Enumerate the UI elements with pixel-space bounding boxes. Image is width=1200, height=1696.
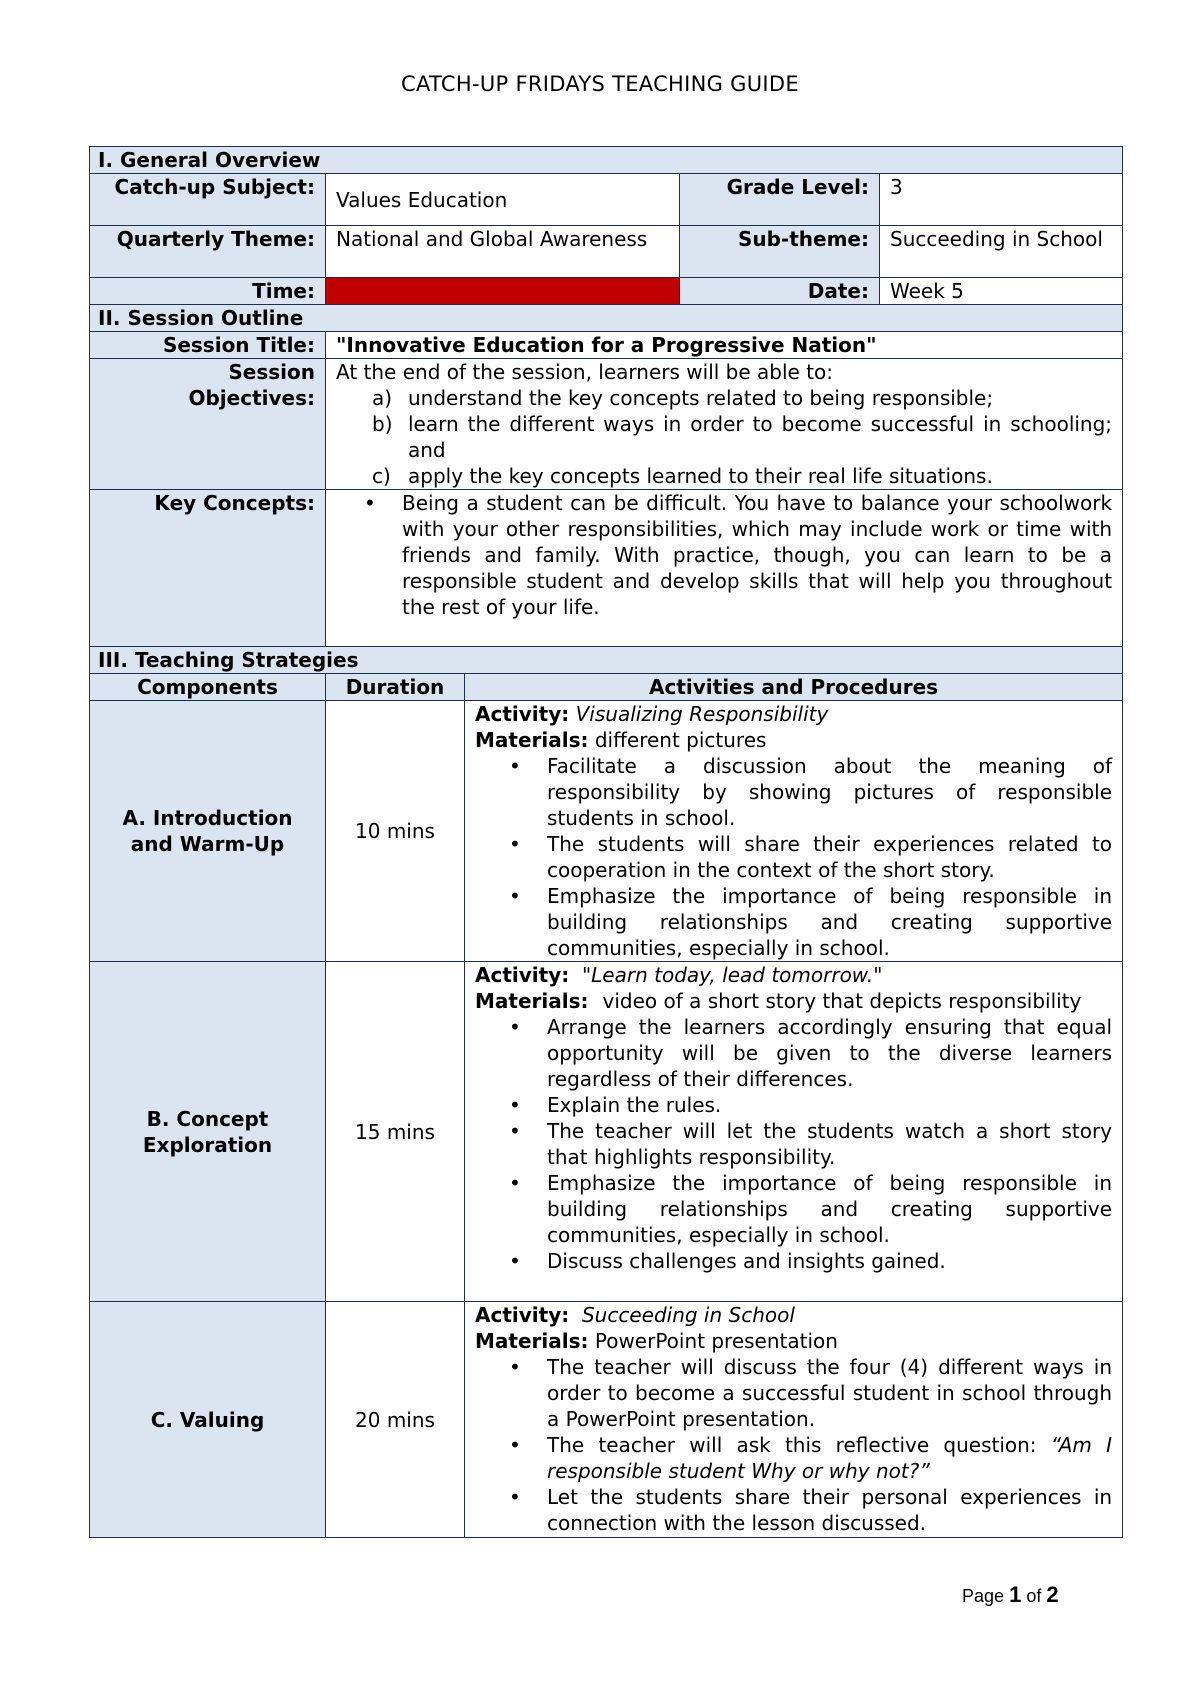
- materials-text: PowerPoint presentation: [594, 1329, 838, 1353]
- procedure-list: [475, 1354, 1112, 1536]
- bullet-icon: •: [509, 1093, 521, 1117]
- activity-name: Visualizing Responsibility: [575, 702, 829, 726]
- key-concepts-cell: [326, 490, 1123, 647]
- component-b: B. Concept Exploration: [90, 962, 326, 1302]
- list-item: • Discuss challenges and insights gained.: [475, 1248, 1112, 1274]
- page-number: Page 1 of 2: [962, 1582, 1059, 1607]
- bullet-icon: •: [364, 491, 376, 515]
- date-value: Week 5: [880, 278, 1123, 305]
- activities-c: Activity: Succeeding in School Materials: PowerPoint presentation • The teacher will discuss the four (4) different ways in order to become a successful student in school through a PowerPoint presentation. • The teacher will ask this reflective question: “Am I responsible student Why or why not?” • Let the students share their personal experiences in connection with the lesson discussed.: [465, 1302, 1123, 1538]
- bullet-icon: •: [509, 832, 521, 856]
- col-header-duration: Duration: [326, 674, 465, 701]
- bullet-icon: •: [509, 1433, 521, 1457]
- list-item: • Let the students share their personal experiences in connection with the lesson discussed.: [475, 1484, 1112, 1536]
- list-item: • Explain the rules.: [475, 1092, 1112, 1118]
- duration-c: 20 mins: [326, 1302, 465, 1538]
- quarterly-theme-value: National and Global Awareness: [326, 226, 680, 278]
- bullet-icon: •: [509, 1249, 521, 1273]
- list-item: • Emphasize the importance of being responsible in building relationships and creating supportive communities, especially in school.: [475, 1170, 1112, 1248]
- component-c: C. Valuing: [90, 1302, 326, 1538]
- bullet-icon: •: [509, 754, 521, 778]
- list-item: • The teacher will discuss the four (4) different ways in order to become a successful student in school through a PowerPoint presentation.: [475, 1354, 1112, 1432]
- list-item: • Arrange the learners accordingly ensuring that equal opportunity will be given to the diverse learners regardless of their differences.: [475, 1014, 1112, 1092]
- teaching-guide-table: [89, 146, 1123, 1538]
- procedure-list: [475, 753, 1112, 961]
- session-title-label: Session Title:: [90, 332, 326, 359]
- list-item: c) apply the key concepts learned to their real life situations.: [372, 464, 993, 488]
- col-header-activities: Activities and Procedures: [465, 674, 1123, 701]
- list-item: • The teacher will let the students watch a short story that highlights responsibility.: [475, 1118, 1112, 1170]
- objectives-label: Session Objectives:: [90, 359, 326, 490]
- date-label: Date:: [680, 278, 880, 305]
- bullet-icon: •: [509, 1171, 521, 1195]
- sub-theme-value: Succeeding in School: [880, 226, 1123, 278]
- list-item: • Facilitate a discussion about the meaning of responsibility by showing pictures of responsible students in school.: [475, 753, 1112, 831]
- section-general-overview: I. General Overview: [90, 147, 1123, 174]
- list-item: b) learn the different ways in order to become successful in schooling; and: [372, 412, 1113, 462]
- key-concepts-label: Key Concepts:: [90, 490, 326, 647]
- list-item: • The students will share their experiences related to cooperation in the context of the short story.: [475, 831, 1112, 883]
- time-value-redacted: [326, 278, 680, 305]
- objectives-list: [336, 385, 1112, 489]
- objectives-intro: At the end of the session, learners will be able to:: [336, 360, 834, 384]
- bullet-icon: •: [509, 1015, 521, 1039]
- activity-name: Succeeding in School: [581, 1303, 795, 1327]
- objectives-cell: [326, 359, 1123, 490]
- materials-text: video of a short story that depicts responsibility: [602, 989, 1082, 1013]
- time-label: Time:: [90, 278, 326, 305]
- grade-level-value: 3: [880, 174, 1123, 226]
- bullet-icon: •: [509, 1119, 521, 1143]
- session-title-value: "Innovative Education for a Progressive Nation": [326, 332, 1123, 359]
- section-session-outline: II. Session Outline: [90, 305, 1123, 332]
- subject-label: Catch-up Subject:: [90, 174, 326, 226]
- quarterly-theme-label: Quarterly Theme:: [90, 226, 326, 278]
- list-item: • The teacher will ask this reflective question: “Am I responsible student Why or why not?”: [475, 1432, 1112, 1484]
- activity-name: "Learn today, lead tomorrow.": [581, 963, 883, 987]
- bullet-icon: •: [509, 884, 521, 908]
- bullet-icon: •: [509, 1355, 521, 1379]
- list-item: • Being a student can be difficult. You have to balance your schoolwork with your other responsibilities, which may include work or time with friends and family. With practice, though, you can learn to be a responsible student and develop skills that will help you throughout the rest of your life.: [336, 490, 1112, 620]
- bullet-icon: •: [509, 1485, 521, 1509]
- component-a: A. Introduction and Warm-Up: [90, 701, 326, 962]
- sub-theme-label: Sub-theme:: [680, 226, 880, 278]
- materials-text: different pictures: [594, 728, 767, 752]
- activities-a: Activity: Visualizing Responsibility Materials: different pictures • Facilitate a discussion about the meaning of responsibility by showing pictures of responsible students in school. • The students will share their experiences related to cooperation in the context of the short story. • Emphasize the importance of being responsible in building relationships and creating supportive communities, especially in school.: [465, 701, 1123, 962]
- procedure-list: [475, 1014, 1112, 1274]
- subject-value: Values Education: [326, 174, 680, 226]
- section-teaching-strategies: III. Teaching Strategies: [90, 647, 1123, 674]
- list-item: • Emphasize the importance of being responsible in building relationships and creating supportive communities, especially in school.: [475, 883, 1112, 961]
- activities-b: Activity: "Learn today, lead tomorrow." Materials: video of a short story that depicts responsibility • Arrange the learners accordingly ensuring that equal opportunity will be given to the diverse learners regardless of their differences. • Explain the rules. • The teacher will let the students watch a short story that highlights responsibility. • Emphasize the importance of being responsible in building relationships and creating supportive communities, especially in school. • Discuss challenges and insights gained.: [465, 962, 1123, 1302]
- grade-level-label: Grade Level:: [680, 174, 880, 226]
- document-title: CATCH-UP FRIDAYS TEACHING GUIDE: [401, 72, 799, 96]
- list-item: a) understand the key concepts related to being responsible;: [372, 386, 994, 410]
- col-header-components: Components: [90, 674, 326, 701]
- key-concepts-list: [336, 490, 1112, 620]
- duration-a: 10 mins: [326, 701, 465, 962]
- duration-b: 15 mins: [326, 962, 465, 1302]
- reflective-question: “Am I responsible student Why or why not?”: [547, 1433, 1113, 1483]
